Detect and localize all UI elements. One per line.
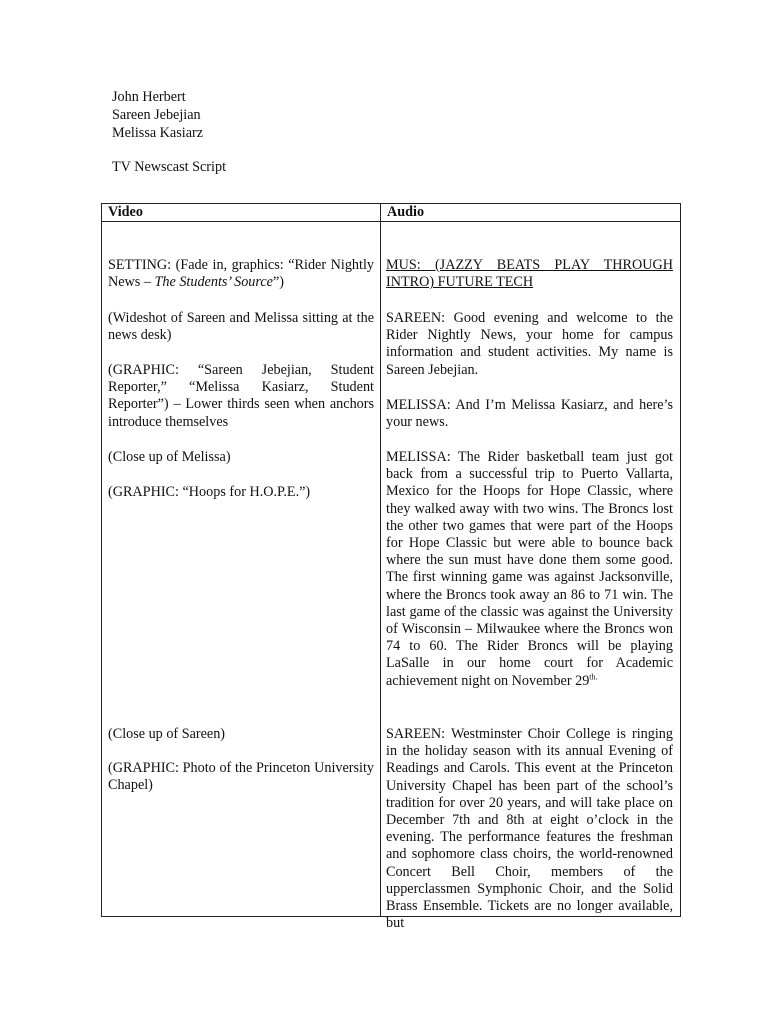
author-name: Melissa Kasiarz (112, 125, 204, 142)
video-cell (102, 222, 381, 917)
script-table (101, 203, 681, 932)
table-header-row (102, 204, 681, 222)
audio-melissa-story (386, 449, 673, 690)
video-closeup-melissa: (Close up of Melissa) (108, 449, 231, 465)
audio-column-header: Audio (381, 204, 681, 222)
document-title: TV Newscast Script (112, 159, 227, 175)
setting-text: SETTING: (Fade in, graphics: “Rider Nightly News – (108, 257, 374, 291)
video-graphic-chapel: (GRAPHIC: Photo of the Princeton University Chapel) (108, 760, 374, 794)
audio-sareen-intro: SAREEN: Good evening and welcome to the Rider Nightly News, your home for campus information and student activities. My name is Sareen Jebejian. (386, 310, 673, 378)
video-setting (108, 257, 374, 291)
ordinal-superscript: th. (589, 671, 598, 681)
setting-italic-text: The Students’ Source (154, 274, 273, 291)
audio-cell (381, 222, 681, 932)
author-name: Sareen Jebejian (112, 107, 201, 124)
table-row (102, 222, 681, 917)
audio-melissa-intro: MELISSA: And I’m Melissa Kasiarz, and here’s your news. (386, 397, 673, 431)
setting-suffix-text: ”) (272, 274, 285, 291)
author-list (112, 88, 203, 143)
audio-sareen-story: SAREEN: Westminster Choir College is ringing in the holiday season with its annual Evening of Readings and Carols. This event at the Princeton University Chapel has been part of the school’s tradition for over 20 years, and will take place on December 7th and 8th at eight o’clock in the evening. The performance features the freshman and sophomore class choirs, the world-renowned Concert Bell Choir, members of the upperclassmen Symphonic Choir, and the Solid Brass Ensemble. Tickets are no longer available, but (386, 726, 673, 932)
video-column-header: Video (102, 204, 381, 222)
author-name: John Herbert (112, 89, 186, 105)
video-graphic-hoops: (GRAPHIC: “Hoops for H.O.P.E.”) (108, 484, 311, 500)
audio-music-cue: MUS: (JAZZY BEATS PLAY THROUGH INTRO) FUTURE TECH (386, 257, 673, 291)
video-graphic-names: (GRAPHIC: “Sareen Jebejian, Student Reporter,” “Melissa Kasiarz, Student Reporter”) – Lower thirds seen when anchors introduce themselves (108, 362, 374, 430)
video-closeup-sareen: (Close up of Sareen) (108, 726, 226, 742)
melissa-story-text: MELISSA: The Rider basketball team just got back from a successful trip to Puerto Vallarta, Mexico for the Hoops for Hope Classic, where they walked away with two wins. The Broncs lost the other two games that were part of the Hoops for Hope Classic but were able to bounce back where the sun must have done them some good. The first winning game was against Jacksonville, where the Broncs took away an 86 to 71 win. The last game of the classic was against the University of Wisconsin – Milwaukee where the Broncs won 74 to 60. The Rider Broncs will be playing LaSalle in our home court for Academic achievement night on November 29 (386, 449, 673, 689)
video-wideshot: (Wideshot of Sareen and Melissa sitting at the news desk) (108, 310, 374, 344)
